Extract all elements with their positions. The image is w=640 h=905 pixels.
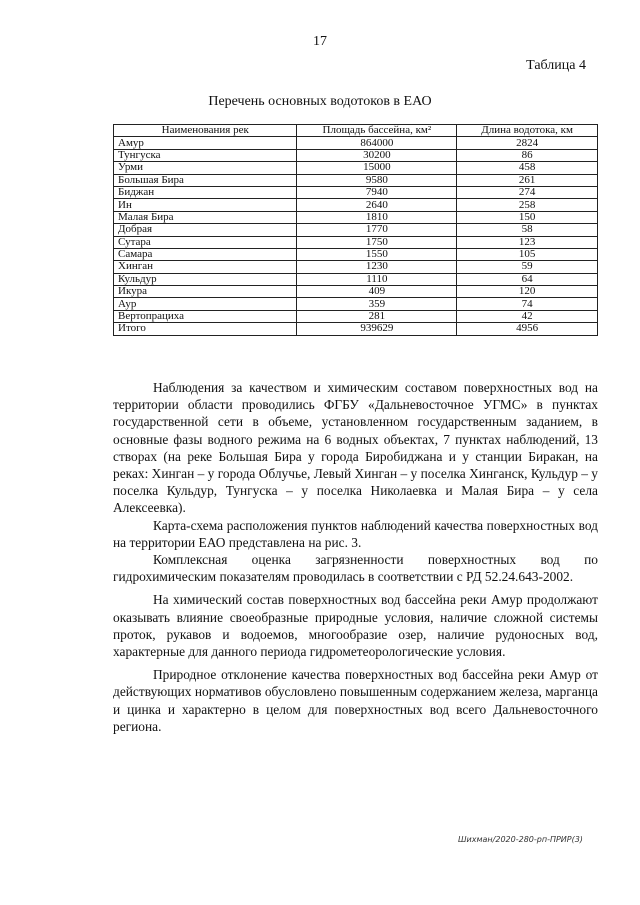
length-cell: 86 <box>457 149 598 161</box>
basin-area-cell: 7940 <box>297 186 457 198</box>
table-row <box>114 298 598 310</box>
table-row <box>114 186 598 198</box>
basin-area-cell: 1770 <box>297 224 457 236</box>
table-row <box>114 286 598 298</box>
basin-area-cell: 359 <box>297 298 457 310</box>
table-row <box>114 174 598 186</box>
river-name-cell: Вертопрациха <box>114 310 297 322</box>
table-row <box>114 236 598 248</box>
table-row <box>114 273 598 285</box>
header-basin-area: Площадь бассейна, км² <box>297 125 457 137</box>
river-name-cell: Ин <box>114 199 297 211</box>
basin-area-cell: 1110 <box>297 273 457 285</box>
length-cell: 458 <box>457 162 598 174</box>
table-header-row <box>114 125 598 137</box>
table-row <box>114 199 598 211</box>
basin-area-cell: 1810 <box>297 211 457 223</box>
river-name-cell: Сутара <box>114 236 297 248</box>
river-name-cell: Малая Бира <box>114 211 297 223</box>
document-stamp: Шихман/2020-280-рп-ПРИР(3) <box>458 835 583 844</box>
table-row <box>114 248 598 260</box>
table-row <box>114 261 598 273</box>
length-cell: 74 <box>457 298 598 310</box>
basin-area-cell: 1230 <box>297 261 457 273</box>
table-row <box>114 137 598 149</box>
river-name-cell: Итого <box>114 323 297 335</box>
table-label: Таблица 4 <box>526 58 586 73</box>
basin-area-cell: 2640 <box>297 199 457 211</box>
river-name-cell: Тунгуска <box>114 149 297 161</box>
basin-area-cell: 1550 <box>297 248 457 260</box>
header-length: Длина водотока, км <box>457 125 598 137</box>
river-name-cell: Амур <box>114 137 297 149</box>
length-cell: 58 <box>457 224 598 236</box>
river-name-cell: Аур <box>114 298 297 310</box>
table-row <box>114 224 598 236</box>
paragraph-assessment: Комплексная оценка загрязненности поверхностных вод по гидрохимическим показателям проводилась в соответствии с РД 52.24.643-2002. <box>113 552 598 585</box>
table-title: Перечень основных водотоков в ЕАО <box>208 94 432 109</box>
table-row <box>114 323 598 335</box>
table-row <box>114 310 598 322</box>
paragraph-observations: Наблюдения за качеством и химическим составом поверхностных вод на территории области проводились ФГБУ «Дальневосточное УГМС» в пунктах государственной сети в объеме, установленном государственным заданием, в основные фазы водного режима на 6 водных объектах, 7 пунктах наблюдений, 13 створах (на реке Большая Бира у города Биробиджана и у станции Биракан, на реках: Хинган – у города Облучье, Левый Хинган – у поселка Хинганск, Кульдур – у поселка Кульдур, Тунгуска – у поселка Николаевка и Малая Бира – у села Алексеевка). <box>113 380 598 516</box>
table-row <box>114 149 598 161</box>
length-cell: 150 <box>457 211 598 223</box>
basin-area-cell: 864000 <box>297 137 457 149</box>
length-cell: 258 <box>457 199 598 211</box>
page-number: 17 <box>313 34 327 49</box>
length-cell: 261 <box>457 174 598 186</box>
length-cell: 274 <box>457 186 598 198</box>
length-cell: 105 <box>457 248 598 260</box>
river-name-cell: Кульдур <box>114 273 297 285</box>
length-cell: 42 <box>457 310 598 322</box>
length-cell: 4956 <box>457 323 598 335</box>
basin-area-cell: 15000 <box>297 162 457 174</box>
header-river-name: Наименования рек <box>114 125 297 137</box>
paragraph-deviation: Природное отклонение качества поверхностных вод бассейна реки Амур от действующих нормативов обусловлено повышенным содержанием железа, марганца и цинка и характерно в целом для поверхностных вод всего Дальневосточного региона. <box>113 667 598 734</box>
basin-area-cell: 30200 <box>297 149 457 161</box>
river-name-cell: Хинган <box>114 261 297 273</box>
river-name-cell: Биджан <box>114 186 297 198</box>
length-cell: 59 <box>457 261 598 273</box>
river-name-cell: Икура <box>114 286 297 298</box>
basin-area-cell: 281 <box>297 310 457 322</box>
length-cell: 64 <box>457 273 598 285</box>
river-name-cell: Урми <box>114 162 297 174</box>
length-cell: 123 <box>457 236 598 248</box>
basin-area-cell: 409 <box>297 286 457 298</box>
river-name-cell: Большая Бира <box>114 174 297 186</box>
length-cell: 120 <box>457 286 598 298</box>
table-row <box>114 162 598 174</box>
body-text <box>113 379 598 735</box>
basin-area-cell: 9580 <box>297 174 457 186</box>
river-name-cell: Добрая <box>114 224 297 236</box>
paragraph-map: Карта-схема расположения пунктов наблюдений качества поверхностных вод на территории ЕАО представлена на рис. 3. <box>113 517 598 550</box>
river-name-cell: Самара <box>114 248 297 260</box>
paragraph-chemical: На химический состав поверхностных вод бассейна реки Амур продолжают оказывать влияние своеобразные природные условия, наличие сложной системы проток, рукавов и водоемов, многообразие озер, наличие рудоносных вод, характерные для данного периода гидрометеорологические условия. <box>113 592 598 660</box>
length-cell: 2824 <box>457 137 598 149</box>
rivers-table <box>113 124 598 336</box>
table-row <box>114 211 598 223</box>
basin-area-cell: 1750 <box>297 236 457 248</box>
basin-area-cell: 939629 <box>297 323 457 335</box>
